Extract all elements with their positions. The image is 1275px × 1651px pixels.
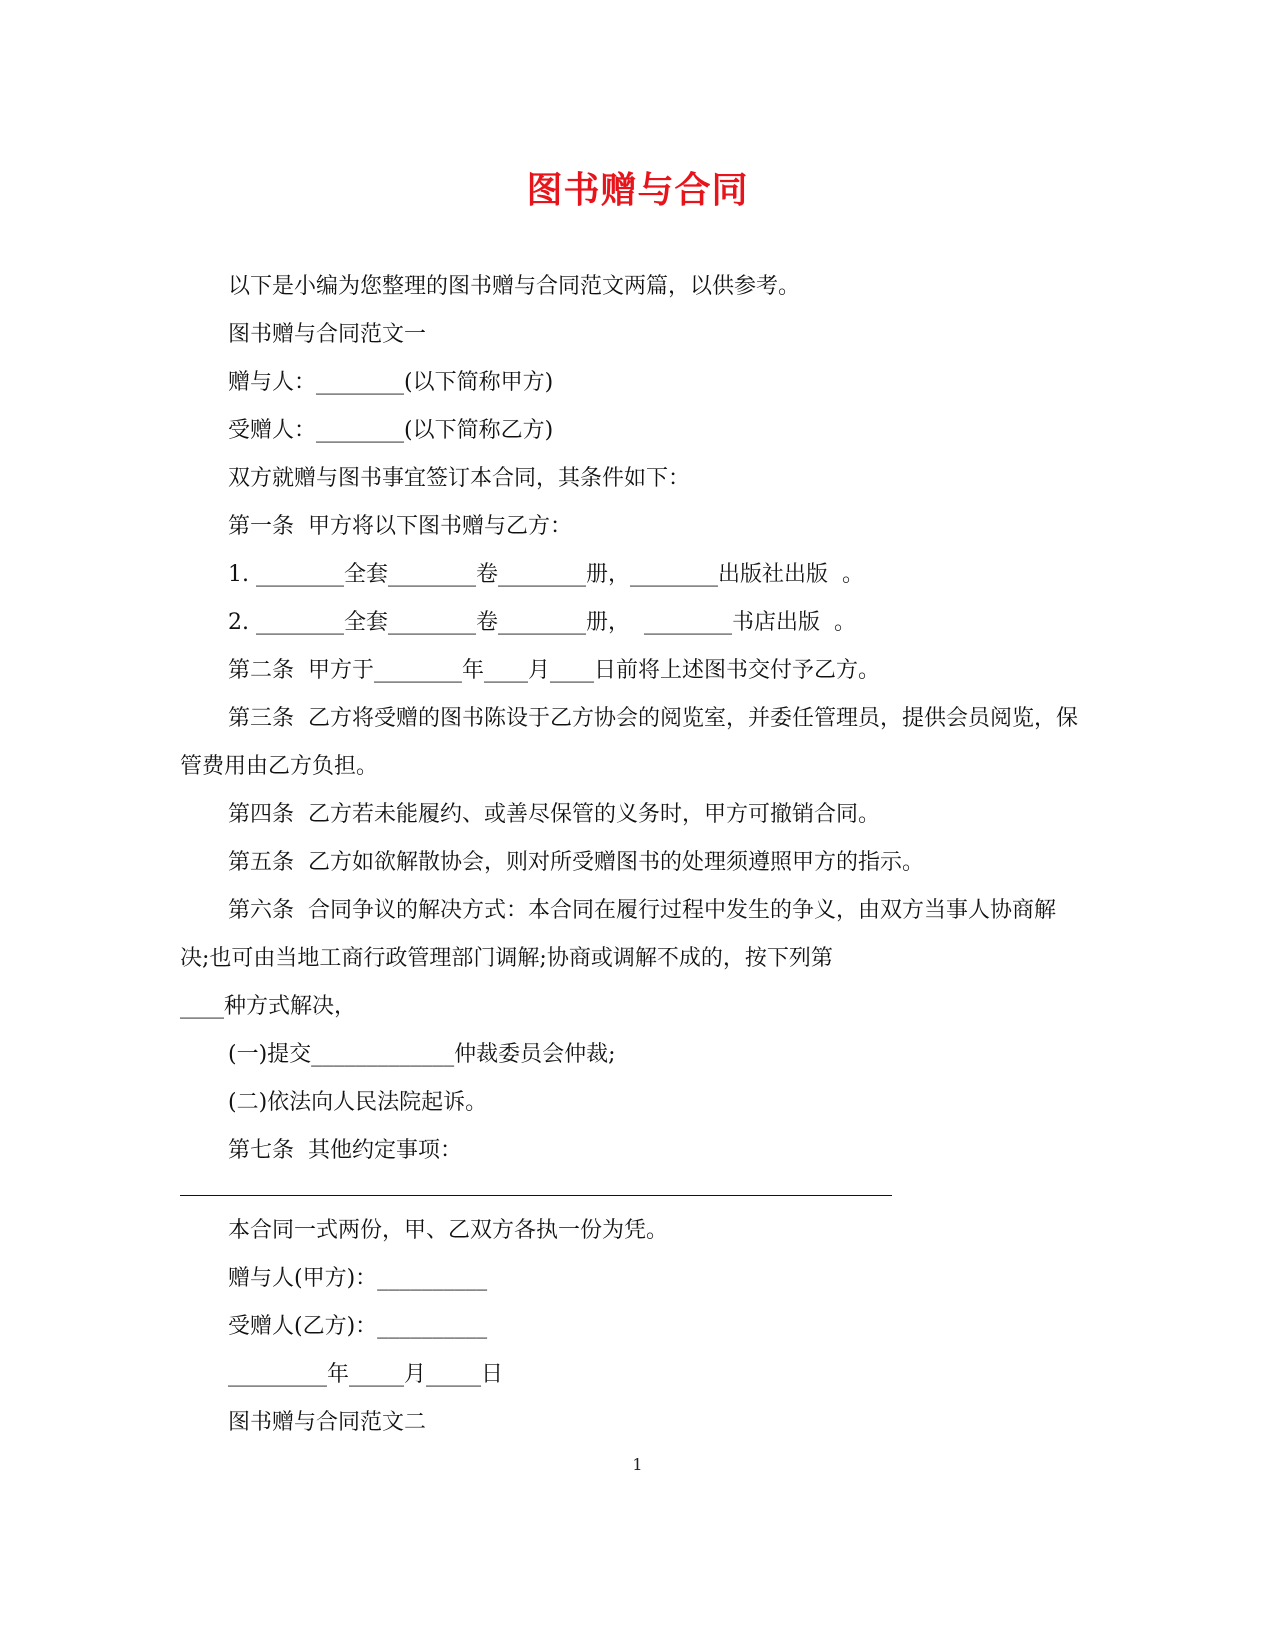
article-3: 第三条 乙方将受赠的图书陈设于乙方协会的阅览室，并委任管理员，提供会员阅览，保管费用由乙方负担。 — [180, 706, 1078, 779]
book-item-1: 1. ________全套________卷________册，________出版社出版 。 — [228, 562, 864, 587]
article-5: 第五条 乙方如欲解散协会，则对所受赠图书的处理须遵照甲方的指示。 — [228, 850, 924, 875]
article-7: 第七条 其他约定事项： — [228, 1138, 462, 1163]
article-2: 第二条 甲方于________年____月____日前将上述图书交付予乙方。 — [228, 658, 880, 683]
article-6: 第六条 合同争议的解决方式：本合同在履行过程中发生的争义，由双方当事人协商解决;也可由当地工商行政管理部门调解;协商或调解不成的，按下列第 — [180, 898, 1056, 971]
donee-line: 受赠人：________(以下简称乙方) — [228, 418, 554, 443]
copies-clause: 本合同一式两份，甲、乙双方各执一份为凭。 — [228, 1218, 669, 1243]
article-4: 第四条 乙方若未能履约、或善尽保管的义务时，甲方可撤销合同。 — [228, 802, 880, 827]
section-heading-sample-one: 图书赠与合同范文一 — [228, 322, 427, 347]
signing-date: _________年_____月_____日 — [228, 1362, 504, 1387]
donee-signature: 受赠人(乙方)：__________ — [228, 1314, 488, 1339]
article-6-continuation: ____种方式解决， — [180, 994, 357, 1019]
article-1: 第一条 甲方将以下图书赠与乙方： — [228, 514, 572, 539]
agreement-intro: 双方就赠与图书事宜签订本合同，其条件如下： — [228, 466, 691, 491]
intro-paragraph: 以下是小编为您整理的图书赠与合同范文两篇，以供参考。 — [228, 274, 801, 299]
other-terms-blank-line — [180, 1175, 1080, 1207]
donor-line: 赠与人：________(以下简称甲方) — [228, 370, 554, 395]
section-heading-sample-two: 图书赠与合同范文二 — [228, 1410, 427, 1435]
page-title: 图书赠与合同 — [526, 169, 749, 211]
donor-signature: 赠与人(甲方)：__________ — [228, 1266, 488, 1291]
document-body — [180, 263, 1080, 1447]
dispute-option-1: (一)提交_____________仲裁委员会仲裁; — [228, 1042, 616, 1067]
page-number: 1 — [632, 1455, 643, 1474]
book-item-2: 2. ________全套________卷________册， ________书店出版 。 — [228, 610, 856, 635]
dispute-option-2: (二)依法向人民法院起诉。 — [228, 1090, 488, 1115]
